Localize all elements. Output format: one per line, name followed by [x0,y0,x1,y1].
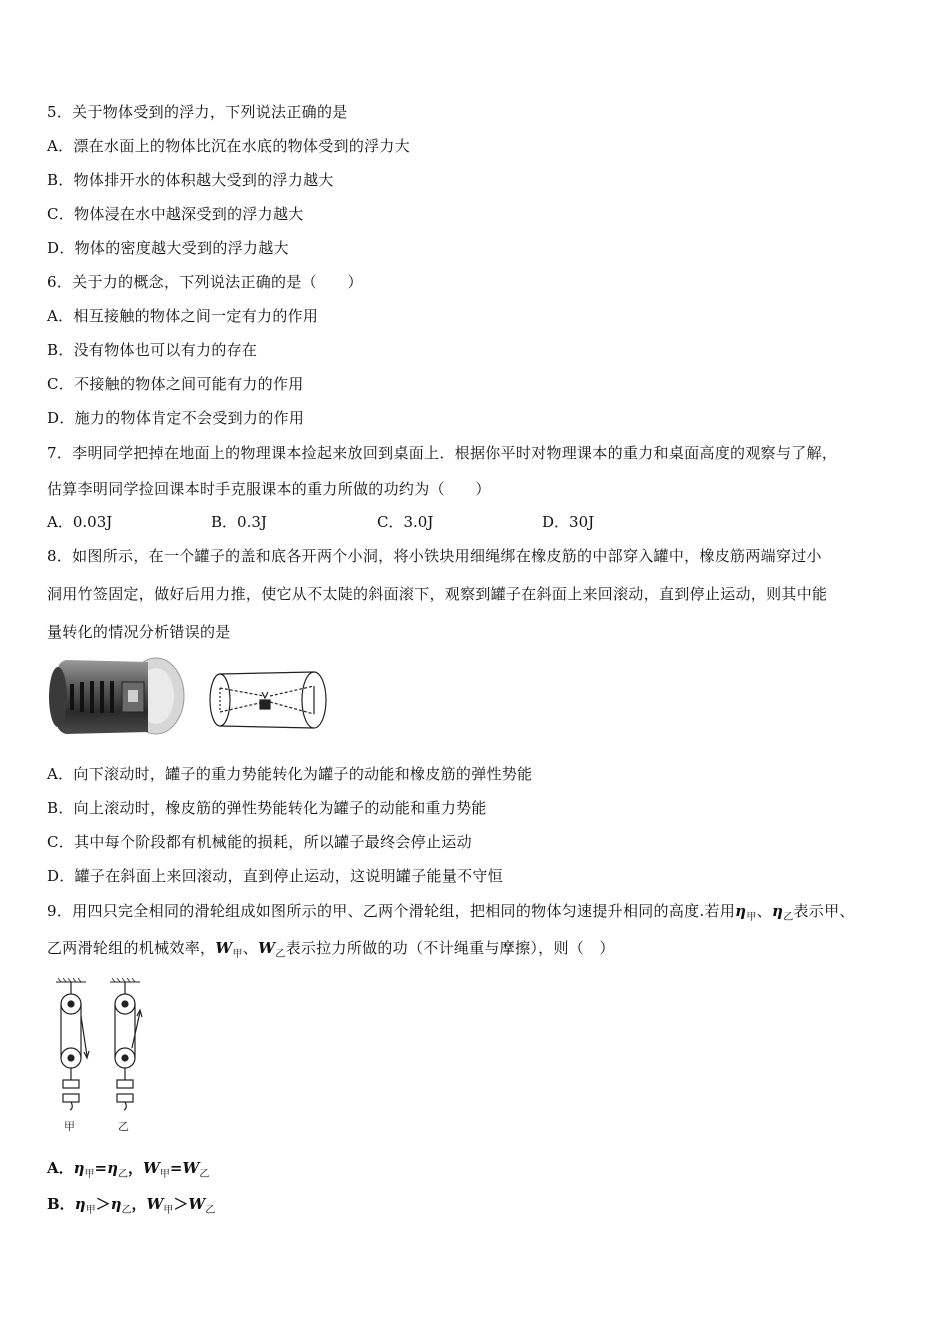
q5-stem: 5．关于物体受到的浮力，下列说法正确的是 [47,103,348,121]
q6-option-b: B．没有物体也可以有力的存在 [47,341,258,359]
q9-stem-line1: 9．用四只完全相同的滑轮组成如图所示的甲、乙两个滑轮组，把相同的物体匀速提升相同的高度.若用$\eta_甲$、$\eta_乙$表示甲、 [47,902,855,923]
q7-stem-line1: 7．李明同学把掉在地面上的物理课本捡起来放回到桌面上．根据你平时对物理课本的重力和桌面高度的观察与了解， [47,444,838,462]
ceiling [56,978,140,982]
q7-option-b: B．0.3J [211,513,267,531]
q8-option-a: A．向下滚动时，罐子的重力势能转化为罐子的动能和橡皮筋的弹性势能 [47,765,533,783]
q5-option-a: A．漂在水面上的物体比沉在水底的物体受到的浮力大 [47,137,411,155]
q8-option-d: D．罐子在斜面上来回滚动，直到停止运动，这说明罐子能量不守恒 [47,867,504,885]
q6-option-a: A．相互接触的物体之间一定有力的作用 [47,307,319,325]
q5-option-b: B．物体排开水的体积越大受到的浮力越大 [47,171,334,189]
q7-option-c: C．3.0J [377,513,434,531]
can-photo [49,658,184,734]
q5-option-c: C．物体浸在水中越深受到的浮力越大 [47,205,304,223]
q5-option-d: D．物体的密度越大受到的浮力越大 [47,239,289,257]
q8-stem-line2: 洞用竹签固定，做好后用力推，使它从不太陡的斜面滚下，观察到罐子在斜面上来回滚动，直到停止运动，则其中能 [47,585,828,603]
q8-option-c: C．其中每个阶段都有机械能的损耗，所以罐子最终会停止运动 [47,833,472,851]
can-schematic [210,672,326,728]
q6-option-d: D．施力的物体肯定不会受到力的作用 [47,409,305,427]
label-yi: 乙 [118,1120,129,1133]
q8-stem-line1: 8．如图所示，在一个罐子的盖和底各开两个小洞，将小铁块用细绳绑在橡皮筋的中部穿入罐中，橡皮筋两端穿过小 [47,547,822,565]
pulley-jia [61,982,89,1110]
q7-option-a: A．0.03J [47,513,113,531]
q7-options [47,512,747,532]
q7-stem-line2: 估算李明同学捡回课本时手克服课本的重力所做的功约为（ ） [47,480,491,498]
q6-option-c: C．不接触的物体之间可能有力的作用 [47,375,304,393]
label-jia: 甲 [64,1120,75,1133]
q8-can-figure [44,652,334,744]
q9-pulley-figure [50,976,150,1136]
q8-stem-line3: 量转化的情况分析错误的是 [47,623,231,641]
q7-option-d: D．30J [542,513,595,531]
pulley-yi [115,982,142,1110]
q6-stem: 6．关于力的概念，下列说法正确的是（ ） [47,273,363,291]
q8-option-b: B．向上滚动时，橡皮筋的弹性势能转化为罐子的动能和重力势能 [47,799,487,817]
q9-option-b: B．$\eta_甲>\eta_乙$，$W_甲>W_乙$ [47,1195,216,1216]
q9-option-a: A．$\eta_甲=\eta_乙$，$W_甲=W_乙$ [47,1159,210,1180]
q9-stem-line2: 乙两滑轮组的机械效率，$W_甲$、$W_乙$表示拉力所做的功（不计绳重与摩擦），则（ ） [47,939,615,960]
